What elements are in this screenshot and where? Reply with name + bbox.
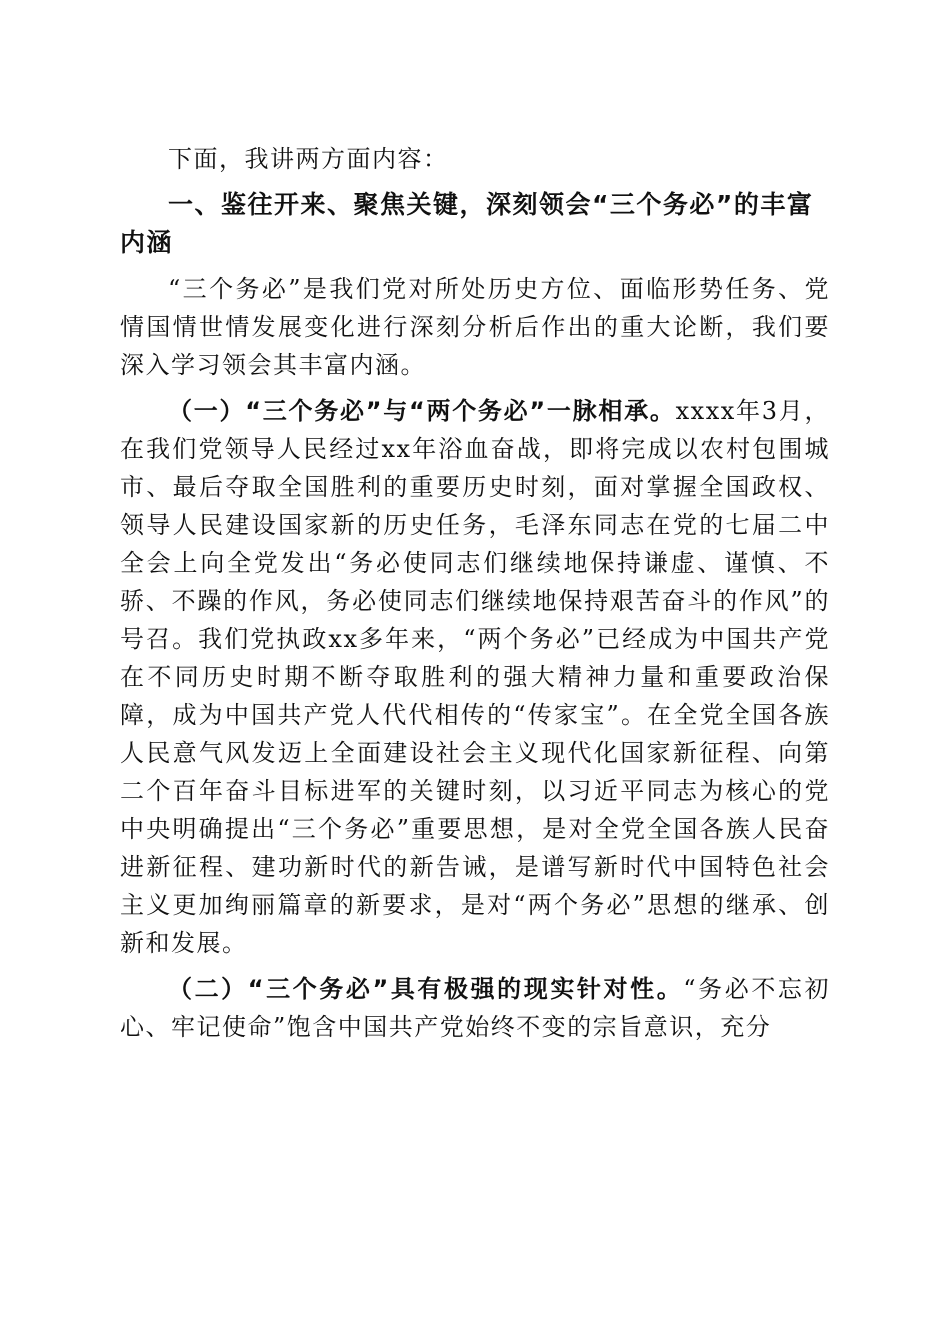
subsection-1-title: （一）“三个务必”与“两个务必”一脉相承。: [168, 397, 676, 425]
subsection-2-body: “务必不忘初心、牢记使命”饱含中国共产党始终不变的宗旨意识，充分: [120, 975, 831, 1041]
section-heading-1: 一、鉴往开来、聚焦关键，深刻领会“三个务必”的丰富内涵: [120, 190, 814, 257]
intro-paragraph: 下面，我讲两方面内容：: [168, 145, 449, 173]
document-page: [120, 140, 830, 1054]
subsection-1-paragraph: [120, 392, 830, 962]
section-1-paragraph: “三个务必”是我们党对所处历史方位、面临形势任务、党情国情世情发展变化进行深刻分析后作出的重大论断，我们要深入学习领会其丰富内涵。: [120, 275, 830, 379]
subsection-2-paragraph: [120, 970, 830, 1046]
subsection-1-body: xxxx年3月，在我们党领导人民经过xx年浴血奋战，即将完成以农村包围城市、最后夺取全国胜利的重要历史时刻，面对掌握全国政权、领导人民建设国家新的历史任务，毛泽东同志在党的七届二中全会上向全党发出“务必使同志们继续地保持谦虚、谨慎、不骄、不躁的作风，务必使同志们继续地保持艰苦奋斗的作风”的号召。我们党执政xx多年来，“两个务必”已经成为中国共产党在不同历史时期不断夺取胜利的强大精神力量和重要政治保障，成为中国共产党人代代相传的“传家宝”。在全党全国各族人民意气风发迈上全面建设社会主义现代化国家新征程、向第二个百年奋斗目标进军的关键时刻，以习近平同志为核心的党中央明确提出“三个务必”重要思想，是对全党全国各族人民奋进新征程、建功新时代的新告诫，是谱写新时代中国特色社会主义更加绚丽篇章的新要求，是对“两个务必”思想的继承、创新和发展。: [120, 397, 830, 957]
subsection-2-title: （二）“三个务必”具有极强的现实针对性。: [168, 975, 684, 1003]
